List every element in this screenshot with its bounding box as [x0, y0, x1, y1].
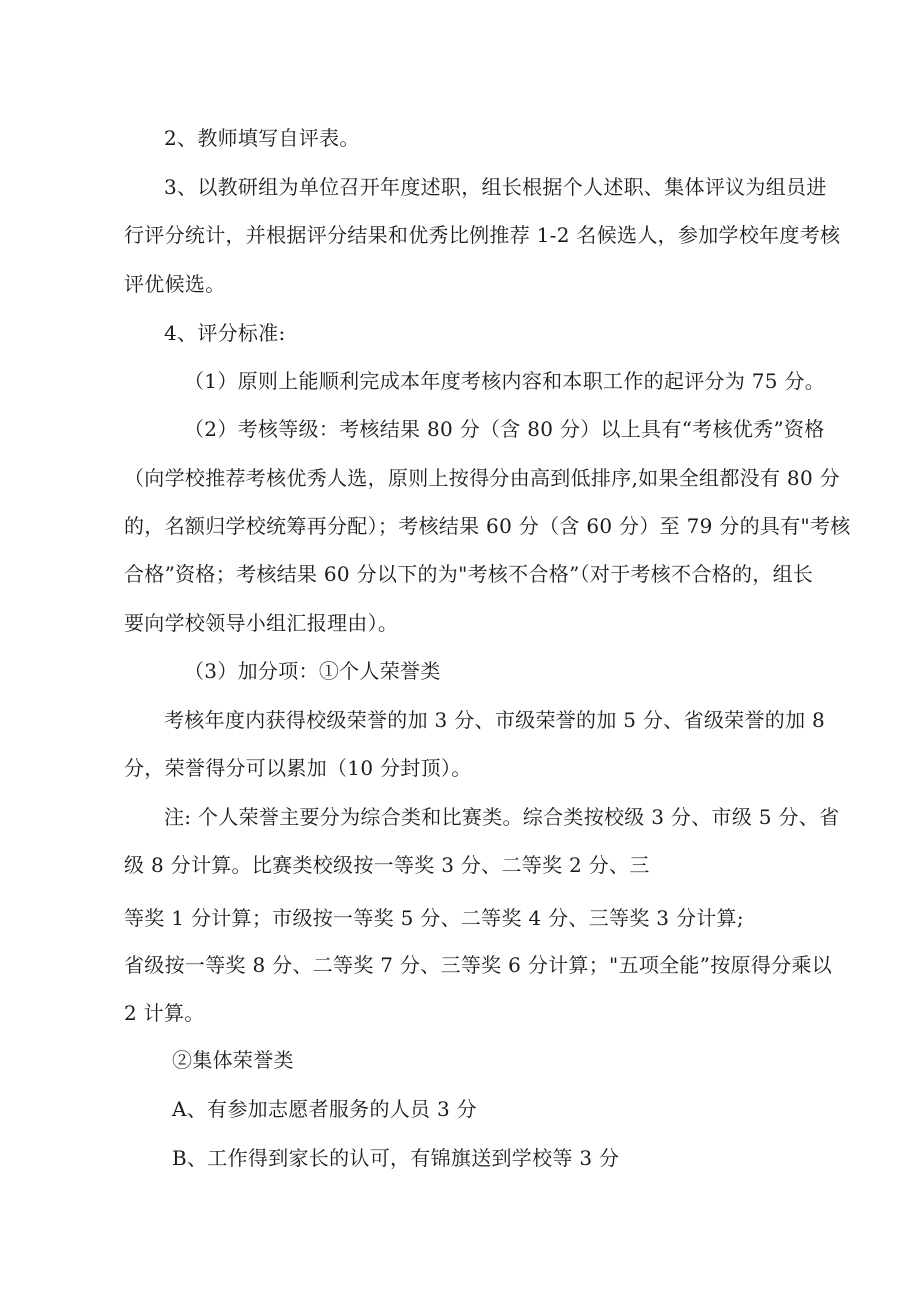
item-3-bonus-heading: （3）加分项：①个人荣誉类 — [184, 659, 441, 683]
note-line-1: 注: 个人荣誉主要分为综合类和比赛类。综合类按校级 3 分、市级 5 分、省 — [164, 805, 840, 829]
note-line-2: 级 8 分计算。比赛类校级按一等奖 3 分、二等奖 2 分、三 — [124, 853, 650, 877]
collective-honor-item-a: A、有参加志愿者服务的人员 3 分 — [172, 1097, 477, 1121]
paragraph-step-3-line-1: 3、以教研组为单位召开年度述职，组长根据个人述职、集体评议为组员进 — [164, 175, 827, 199]
item-2-line-1: （2）考核等级：考核结果 80 分（含 80 分）以上具有“考核优秀”资格 — [184, 417, 825, 441]
paragraph-step-2: 2、教师填写自评表。 — [164, 126, 360, 150]
note-line-4: 省级按一等奖 8 分、二等奖 7 分、三等奖 6 分计算；"五项全能”按原得分乘以 — [124, 953, 833, 977]
item-2-line-4: 合格”资格；考核结果 60 分以下的为"考核不合格”（对于考核不合格的，组长 — [124, 562, 814, 586]
item-2-line-3: 的，名额归学校统筹再分配）；考核结果 60 分（含 60 分）至 79 分的具有"考核 — [124, 514, 851, 538]
note-line-3: 等奖 1 分计算；市级按一等奖 5 分、二等奖 4 分、三等奖 3 分计算; — [124, 906, 744, 930]
item-1-base-score: （1）原则上能顺利完成本年度考核内容和本职工作的起评分为 75 分。 — [184, 369, 826, 393]
personal-honor-line-1: 考核年度内获得校级荣誉的加 3 分、市级荣誉的加 5 分、省级荣誉的加 8 — [164, 708, 826, 732]
heading-scoring-standard: 4、评分标准: — [164, 321, 286, 345]
note-line-5: 2 计算。 — [124, 1001, 205, 1025]
paragraph-step-3-line-3: 评优候选。 — [124, 272, 226, 296]
collective-honor-heading: ②集体荣誉类 — [172, 1048, 294, 1072]
paragraph-step-3-line-2: 行评分统计，并根据评分结果和优秀比例推荐 1-2 名候选人，参加学校年度考核 — [124, 223, 841, 247]
item-2-line-5: 要向学校领导小组汇报理由）。 — [124, 611, 399, 635]
personal-honor-line-2: 分，荣誉得分可以累加（10 分封顶）。 — [124, 756, 472, 780]
item-2-line-2: （向学校推荐考核优秀人选，原则上按得分由高到低排序,如果全组都没有 80 分 — [124, 466, 840, 490]
collective-honor-item-b: B、工作得到家长的认可，有锦旗送到学校等 3 分 — [172, 1146, 620, 1170]
